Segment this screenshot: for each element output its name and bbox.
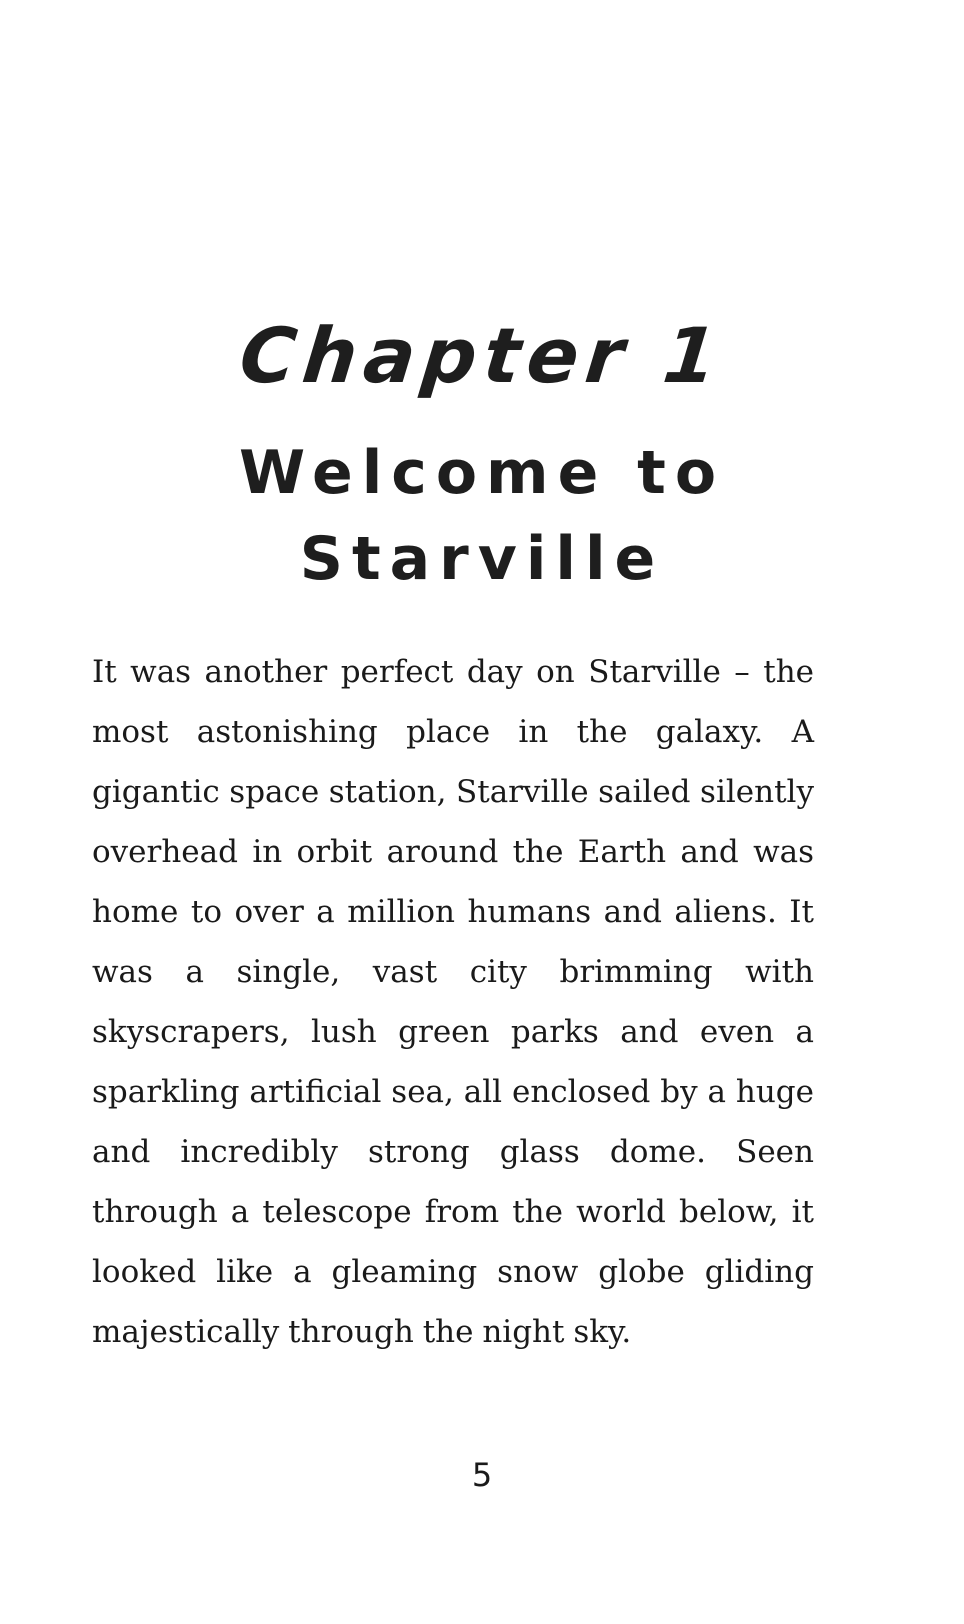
chapter-title-line-1: Welcome to <box>238 438 726 508</box>
chapter-title <box>0 430 964 602</box>
chapter-title-line-2: Starville <box>299 524 665 594</box>
page-number: 5 <box>471 1456 493 1494</box>
body-paragraph: It was another perfect day on Starville – the most astonishing place in the galaxy. A gigantic space station, Starville sailed silently overhead in orbit around the Earth and was home to over a million humans and aliens. It was a single, vast city brimming with skyscrapers, lush green parks and even a sparkling artificial sea, all enclosed by a huge and incredibly strong glass dome. Seen through a telescope from the world below, it looked like a gleaming snow globe gliding majestically through the night sky. <box>92 654 814 1350</box>
chapter-number: Chapter 1 <box>235 311 729 400</box>
